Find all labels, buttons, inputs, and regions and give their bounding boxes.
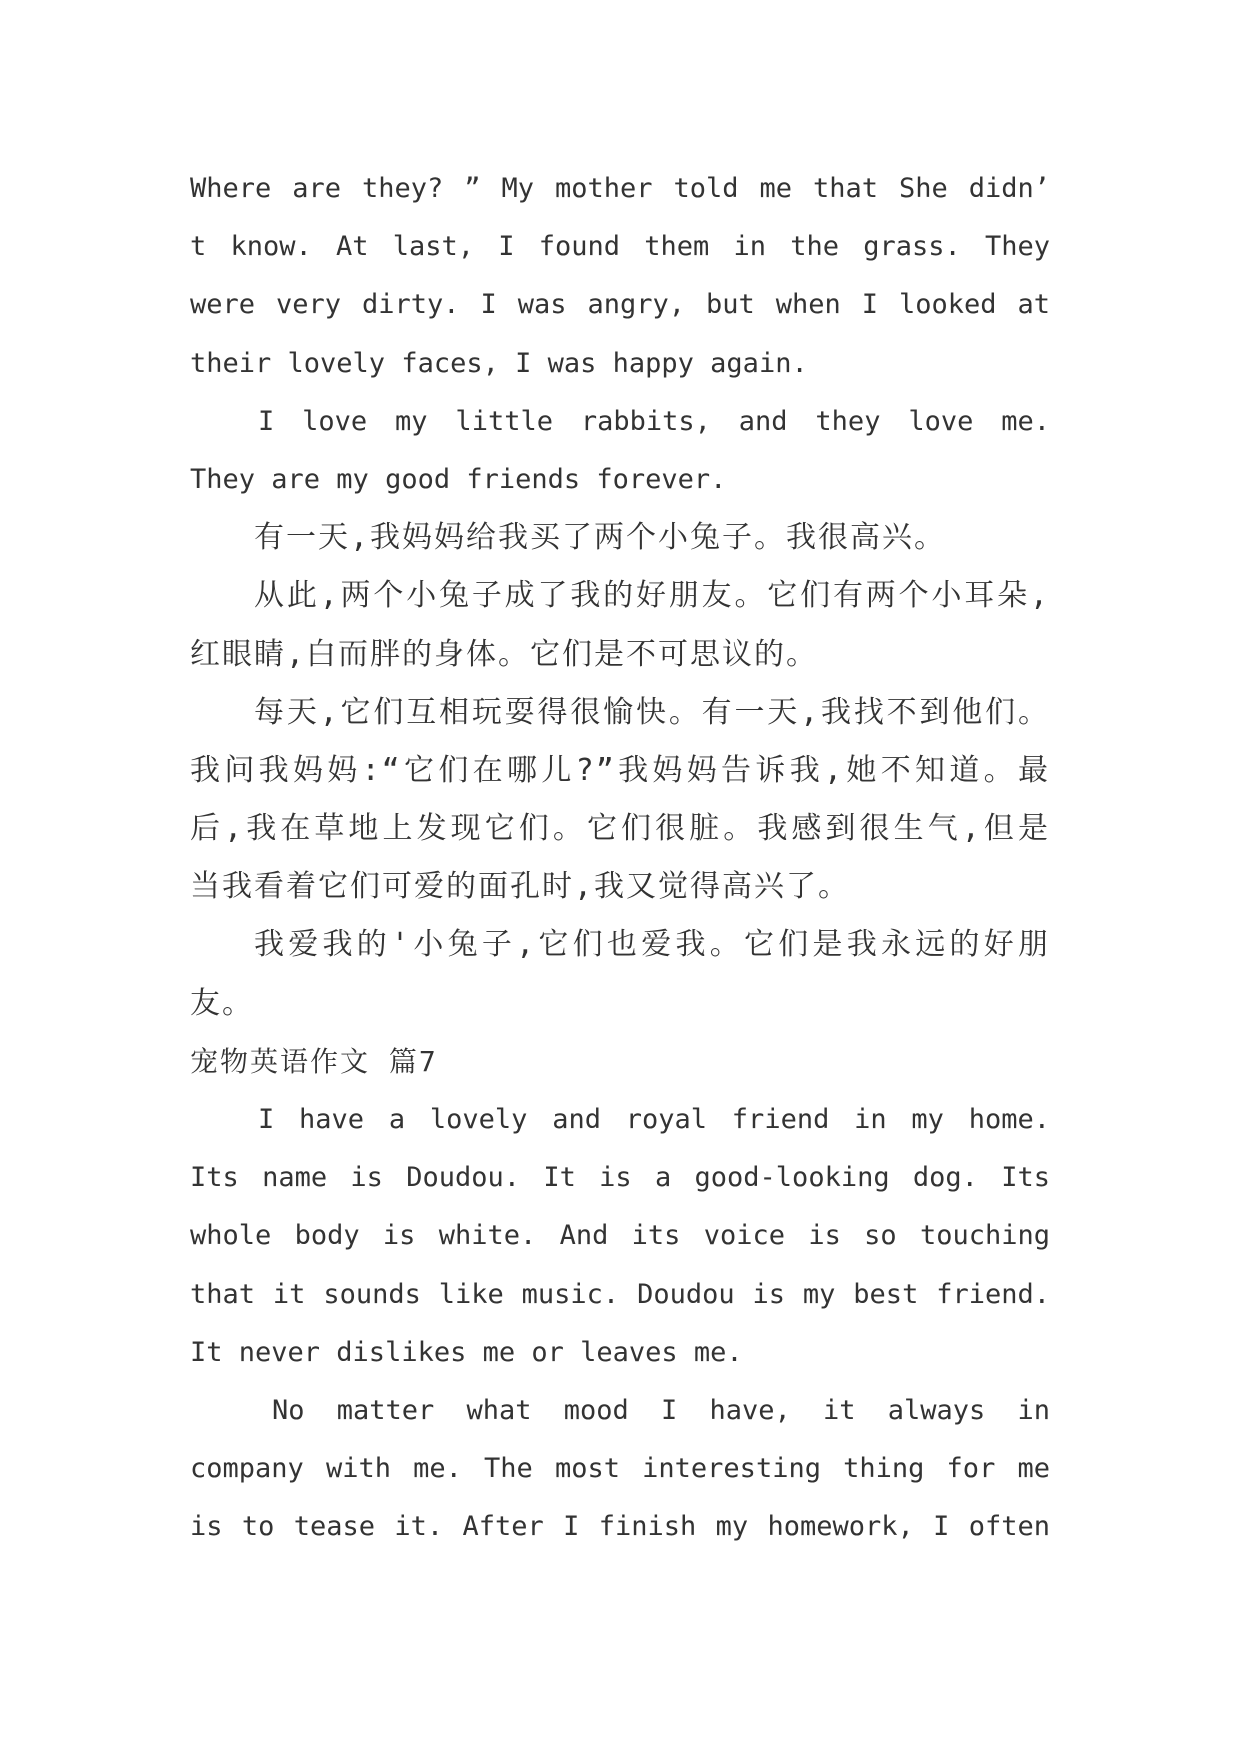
text-line: t know. At last, I found them in the grass. They	[190, 231, 1050, 263]
text-line: 当我看着它们可爱的面孔时,我又觉得高兴了。	[190, 869, 851, 905]
text-line: their lovely faces, I was happy again.	[190, 347, 808, 379]
text-line: is to tease it. After I finish my homework, I often	[190, 1511, 1050, 1543]
section-heading: 宠物英语作文 篇7	[190, 1044, 438, 1078]
text-line: They are my good friends forever.	[190, 463, 727, 495]
text-line: I love my little rabbits, and they love me.	[258, 405, 1050, 437]
text-line: were very dirty. I was angry, but when I looked at	[190, 289, 1050, 321]
text-line: whole body is white. And its voice is so touching	[190, 1220, 1050, 1252]
text-line: 友。	[190, 985, 254, 1021]
text-line: company with me. The most interesting thing for me	[190, 1453, 1050, 1485]
text-line: 红眼睛,白而胖的身体。它们是不可思议的。	[190, 636, 819, 672]
text-line: Its name is Doudou. It is a good-looking dog. Its	[190, 1162, 1050, 1194]
text-line: 我问我妈妈:“它们在哪儿?”我妈妈告诉我,她不知道。最	[190, 752, 1050, 788]
text-line: It never dislikes me or leaves me.	[190, 1336, 743, 1368]
text-line: 我爱我的'小兔子,它们也爱我。它们是我永远的好朋	[254, 927, 1050, 963]
text-line: 有一天,我妈妈给我买了两个小兔子。我很高兴。	[254, 520, 947, 556]
text-line: No matter what mood I have, it always in	[272, 1394, 1050, 1426]
text-line: 每天,它们互相玩耍得很愉快。有一天,我找不到他们。	[254, 694, 1050, 730]
text-line: that it sounds like music. Doudou is my best friend.	[190, 1278, 1050, 1310]
text-line: Where are they? ” My mother told me that She didn’	[190, 173, 1050, 204]
document-body	[190, 160, 1050, 1557]
text-line: I have a lovely and royal friend in my home.	[258, 1104, 1050, 1135]
text-line: 后,我在草地上发现它们。它们很脏。我感到很生气,但是	[190, 811, 1050, 847]
text-line: 从此,两个小兔子成了我的好朋友。它们有两个小耳朵,	[254, 578, 1050, 614]
